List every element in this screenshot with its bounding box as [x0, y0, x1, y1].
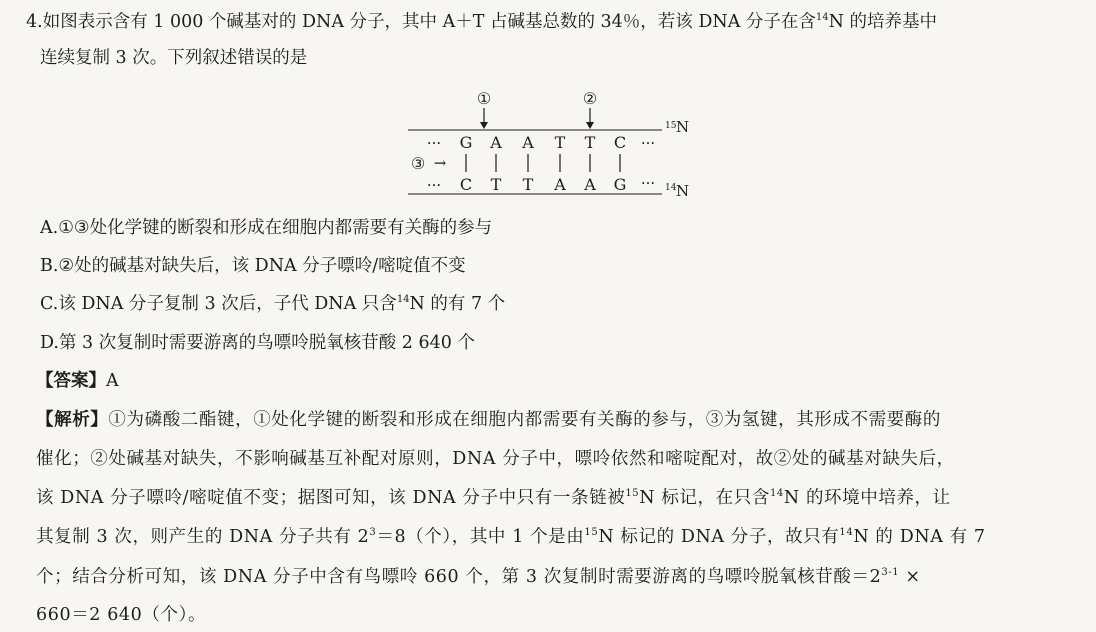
explanation-text: × — [899, 567, 921, 587]
option-c-text-end: N 的有 7 个 — [409, 294, 506, 314]
bottom-ellipsis-right: ··· — [640, 174, 656, 192]
option-c-text: C.该 DNA 分子复制 3 次后，子代 DNA 只含 — [40, 294, 397, 314]
answer-value: A — [106, 371, 119, 391]
bottom-base: T — [522, 175, 534, 194]
explanation-line-6: 660＝2 640（个）。 — [36, 605, 207, 625]
top-ellipsis-right: ··· — [640, 134, 656, 152]
isotope-superscript: 14 — [839, 527, 854, 538]
bottom-base: C — [459, 175, 473, 194]
bottom-base: A — [584, 175, 596, 194]
bottom-base: T — [490, 175, 502, 194]
top-base: C — [613, 133, 627, 152]
top-isotope-letter: N — [676, 118, 690, 136]
bottom-base: A — [554, 175, 566, 194]
explanation-line-5 — [36, 565, 921, 589]
option-a: A.①③处化学键的断裂和形成在细胞内都需要有关酶的参与 — [40, 218, 493, 238]
explanation-line-3 — [36, 486, 951, 510]
top-base: A — [522, 133, 534, 152]
explanation-text: N 的 DNA 有 7 — [853, 527, 986, 547]
explanation-text: N 的环境中培养，让 — [783, 488, 951, 508]
exponent-superscript: 3-1 — [881, 567, 900, 578]
explanation-text: 其复制 3 次，则产生的 DNA 分子共有 2 — [36, 527, 370, 547]
isotope-superscript: 15 — [625, 488, 640, 499]
option-b: B.②处的碱基对缺失后，该 DNA 分子嘌呤/嘧啶值不变 — [40, 256, 466, 276]
dna-diagram — [400, 86, 700, 202]
explanation-line-2: 催化；②处碱基对缺失，不影响碱基互补配对原则，DNA 分子中，嘌呤依然和嘧啶配对，故②处的碱基对缺失后， — [36, 449, 955, 469]
label-2: ② — [582, 89, 598, 108]
question-stem-text: 如图表示含有 1 000 个碱基对的 DNA 分子，其中 A＋T 占碱基总数的 34％，若该 DNA 分子在含 — [42, 12, 816, 32]
answer-line — [36, 369, 119, 393]
explanation-text: N 标记，在只含 — [639, 488, 770, 508]
label-3-arrow: → — [433, 154, 447, 172]
bottom-isotope-letter: N — [676, 182, 690, 200]
top-base: T — [584, 133, 596, 152]
isotope-superscript: 15 — [584, 527, 599, 538]
bottom-isotope-sup: 14 — [665, 183, 677, 193]
bottom-base: G — [613, 175, 627, 194]
question-number: 4. — [26, 12, 43, 32]
label-1-arrow-head — [480, 122, 488, 129]
isotope-superscript: 14 — [769, 488, 784, 499]
top-base: T — [554, 133, 566, 152]
question-stem-line-1 — [26, 10, 937, 34]
label-2-arrow-head — [586, 122, 594, 129]
label-1: ① — [476, 89, 492, 108]
explanation-text: ＝8（个），其中 1 个是由 — [376, 527, 585, 547]
explanation-label: 【解析】 — [36, 410, 109, 430]
explanation-text: ①为磷酸二酯键，①处化学键的断裂和形成在细胞内都需要有关酶的参与，③为氢键，其形成不需要酶的 — [108, 410, 942, 430]
top-ellipsis-left: ··· — [426, 134, 442, 152]
explanation-text: 该 DNA 分子嘌呤/嘧啶值不变；据图可知，该 DNA 分子中只有一条链被 — [36, 488, 626, 508]
explanation-line-1 — [36, 408, 941, 432]
explanation-line-4 — [36, 525, 986, 549]
bottom-ellipsis-left: ··· — [426, 176, 442, 194]
isotope-superscript: 14 — [396, 294, 410, 305]
option-c — [40, 292, 505, 316]
top-base: G — [459, 133, 473, 152]
isotope-superscript: 14 — [815, 12, 829, 23]
exponent-superscript: 3 — [369, 527, 377, 538]
top-base: A — [490, 133, 502, 152]
question-stem-line-2: 连续复制 3 次。下列叙述错误的是 — [40, 48, 308, 68]
explanation-text: 个；结合分析可知，该 DNA 分子中含有鸟嘌呤 660 个，第 3 次复制时需要游离的鸟嘌呤脱氧核苷酸＝2 — [36, 567, 882, 587]
question-stem-text-end: N 的培养基中 — [828, 12, 938, 32]
explanation-text: N 标记的 DNA 分子，故只有 — [598, 527, 840, 547]
option-d: D.第 3 次复制时需要游离的鸟嘌呤脱氧核苷酸 2 640 个 — [40, 333, 475, 353]
top-isotope-sup: 15 — [665, 121, 677, 131]
answer-label: 【答案】 — [36, 371, 106, 391]
label-3: ③ — [410, 154, 426, 173]
